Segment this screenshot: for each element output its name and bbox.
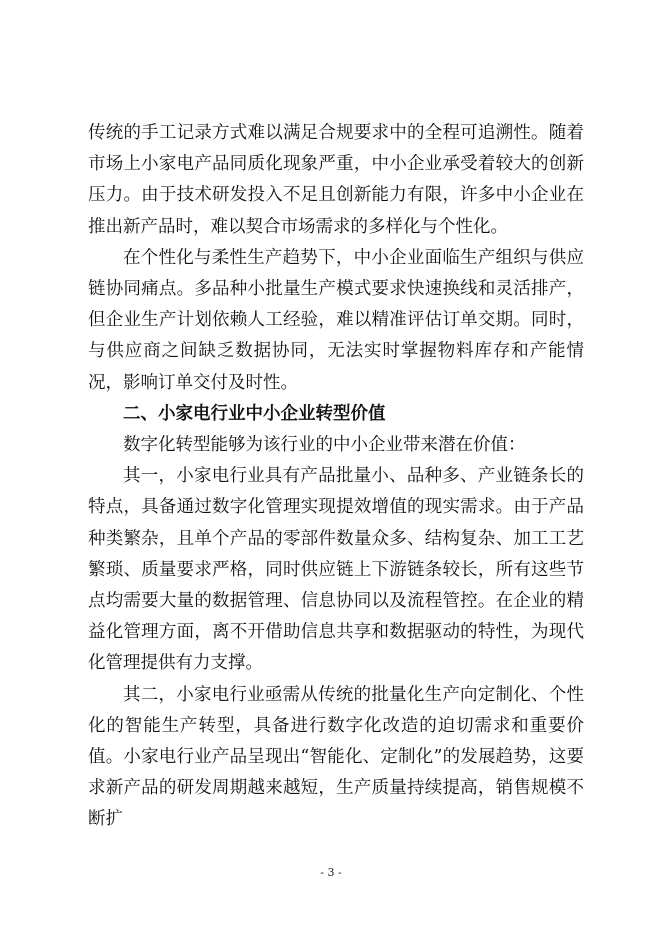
- document-page: [88, 118, 584, 836]
- paragraph-first-point: 其一，小家电行业具有产品批量小、品种多、产业链条长的特点，具备通过数字化管理实现提效增值的现实需求。由于产品种类繁杂，且单个产品的零部件数量众多、结构复杂、加工工艺繁琐、质量要求严格，同时供应链上下游链条较长，所有这些节点均需要大量的数据管理、信息协同以及流程管控。在企业的精益化管理方面，离不开借助信息共享和数据驱动的特性，为现代化管理提供有力支撑。: [88, 466, 584, 674]
- paragraph-second-point: 其二，小家电行业亟需从传统的批量化生产向定制化、个性化的智能生产转型，具备进行数字化改造的迫切需求和重要价值。小家电行业产品呈现出“智能化、定制化”的发展趋势，这要求新产品的研发周期越来越短，生产质量持续提高，销售规模不断扩: [88, 684, 584, 830]
- paragraph-digital-value-intro: 数字化转型能够为该行业的中小企业带来潜在价值：: [123, 435, 526, 456]
- paragraph-production-supply-chain: 在个性化与柔性生产趋势下，中小企业面临生产组织与供应链协同痛点。多品种小批量生产模式要求快速换线和灵活排产，但企业生产计划依赖人工经验，难以精准评估订单交期。同时，与供应商之间缺乏数据协同，无法实时掌握物料库存和产能情况，影响订单交付及时性。: [88, 247, 584, 393]
- section-heading-transformation-value: 二、小家电行业中小企业转型价值: [123, 403, 386, 424]
- page-number: - 3 -: [320, 866, 342, 879]
- paragraph-compliance-innovation: 传统的手工记录方式难以满足合规要求中的全程可追溯性。随着市场上小家电产品同质化现象严重，中小企业承受着较大的创新压力。由于技术研发投入不足且创新能力有限，许多中小企业在推出新产品时，难以契合市场需求的多样化与个性化。: [88, 123, 584, 237]
